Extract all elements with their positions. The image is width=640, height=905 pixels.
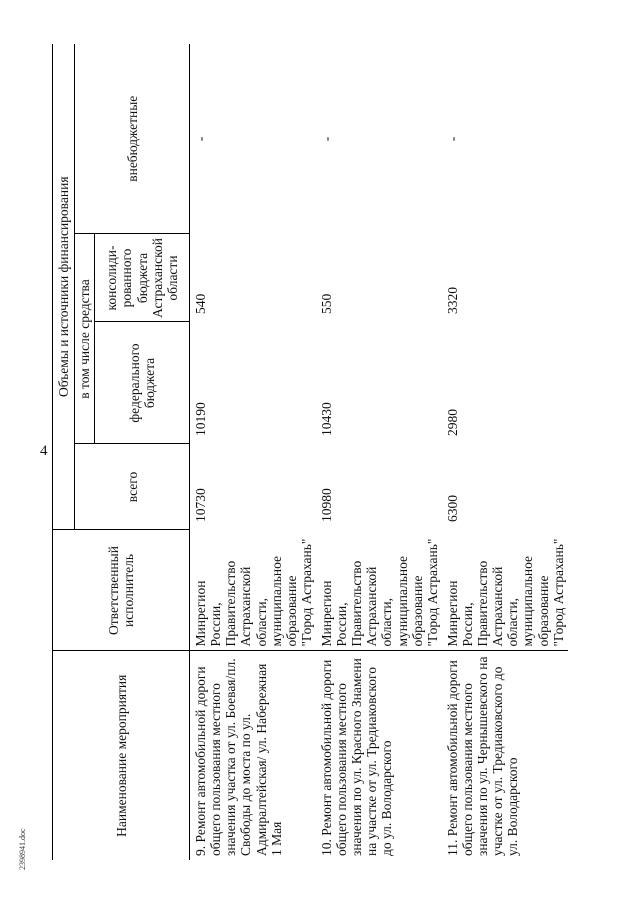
cell-name: 10. Ремонт автомобильной дороги общего пользования местного значения по ул. Красного Знамени на участке от ул. Тредиаковского до ул. Володарского bbox=[318, 658, 395, 856]
cell-executor: Минрегион России, Правительство Астраханской области, муниципальное образование "Город Астрахань" bbox=[190, 530, 316, 651]
header-funding: Объемы и источники финансирования bbox=[53, 44, 75, 530]
cell-name: 9. Ремонт автомобильной дороги общего пользования местного значения участка от ул. Боевая/пл. Свободы до моста по ул. Адмиралтейская/ ул. Набережная 1 Мая bbox=[193, 658, 284, 856]
table-row bbox=[316, 44, 442, 860]
cell-name: 11. Ремонт автомобильной дороги общего пользования местного значения по ул. Чернышевского на участке от ул. Тредиаковского до ул. Володарского bbox=[444, 656, 521, 856]
cell-extrabudget: - bbox=[318, 136, 334, 142]
header-consolidated: консолиди-рованного бюджета Астраханской области bbox=[95, 234, 190, 322]
cell-consolidated: 550 bbox=[318, 293, 334, 314]
header-extrabudget: внебюджетные bbox=[75, 44, 190, 234]
cell-federal: 2980 bbox=[444, 409, 460, 436]
header-name: Наименование мероприятия bbox=[53, 651, 190, 860]
cell-total: 10730 bbox=[193, 488, 209, 522]
funding-table bbox=[52, 44, 568, 860]
table-row bbox=[190, 44, 316, 860]
rotated-table-container bbox=[52, 44, 592, 860]
cell-extrabudget: - bbox=[444, 136, 460, 142]
header-federal: федерального бюджета bbox=[95, 322, 190, 444]
cell-total: 6300 bbox=[444, 495, 460, 522]
page-number: 4 bbox=[40, 443, 48, 459]
cell-consolidated: 540 bbox=[193, 293, 209, 314]
table-row bbox=[442, 44, 568, 860]
cell-federal: 10430 bbox=[318, 402, 334, 436]
cell-federal: 10190 bbox=[193, 402, 209, 436]
cell-executor: Минрегион России, Правительство Астраханской области, муниципальное образование "Город Астрахань" bbox=[442, 530, 568, 651]
cell-extrabudget: - bbox=[193, 136, 209, 142]
header-executor: Ответственный исполнитель bbox=[53, 530, 190, 651]
cell-consolidated: 3320 bbox=[444, 287, 460, 314]
cell-executor: Минрегион России, Правительство Астраханской области, муниципальное образование "Город Астрахань" bbox=[316, 530, 442, 651]
cell-total: 10980 bbox=[318, 488, 334, 522]
header-total: всего bbox=[75, 444, 190, 530]
document-filename: 2398941.doc bbox=[18, 828, 27, 870]
header-including: в том числе средства bbox=[75, 234, 95, 444]
